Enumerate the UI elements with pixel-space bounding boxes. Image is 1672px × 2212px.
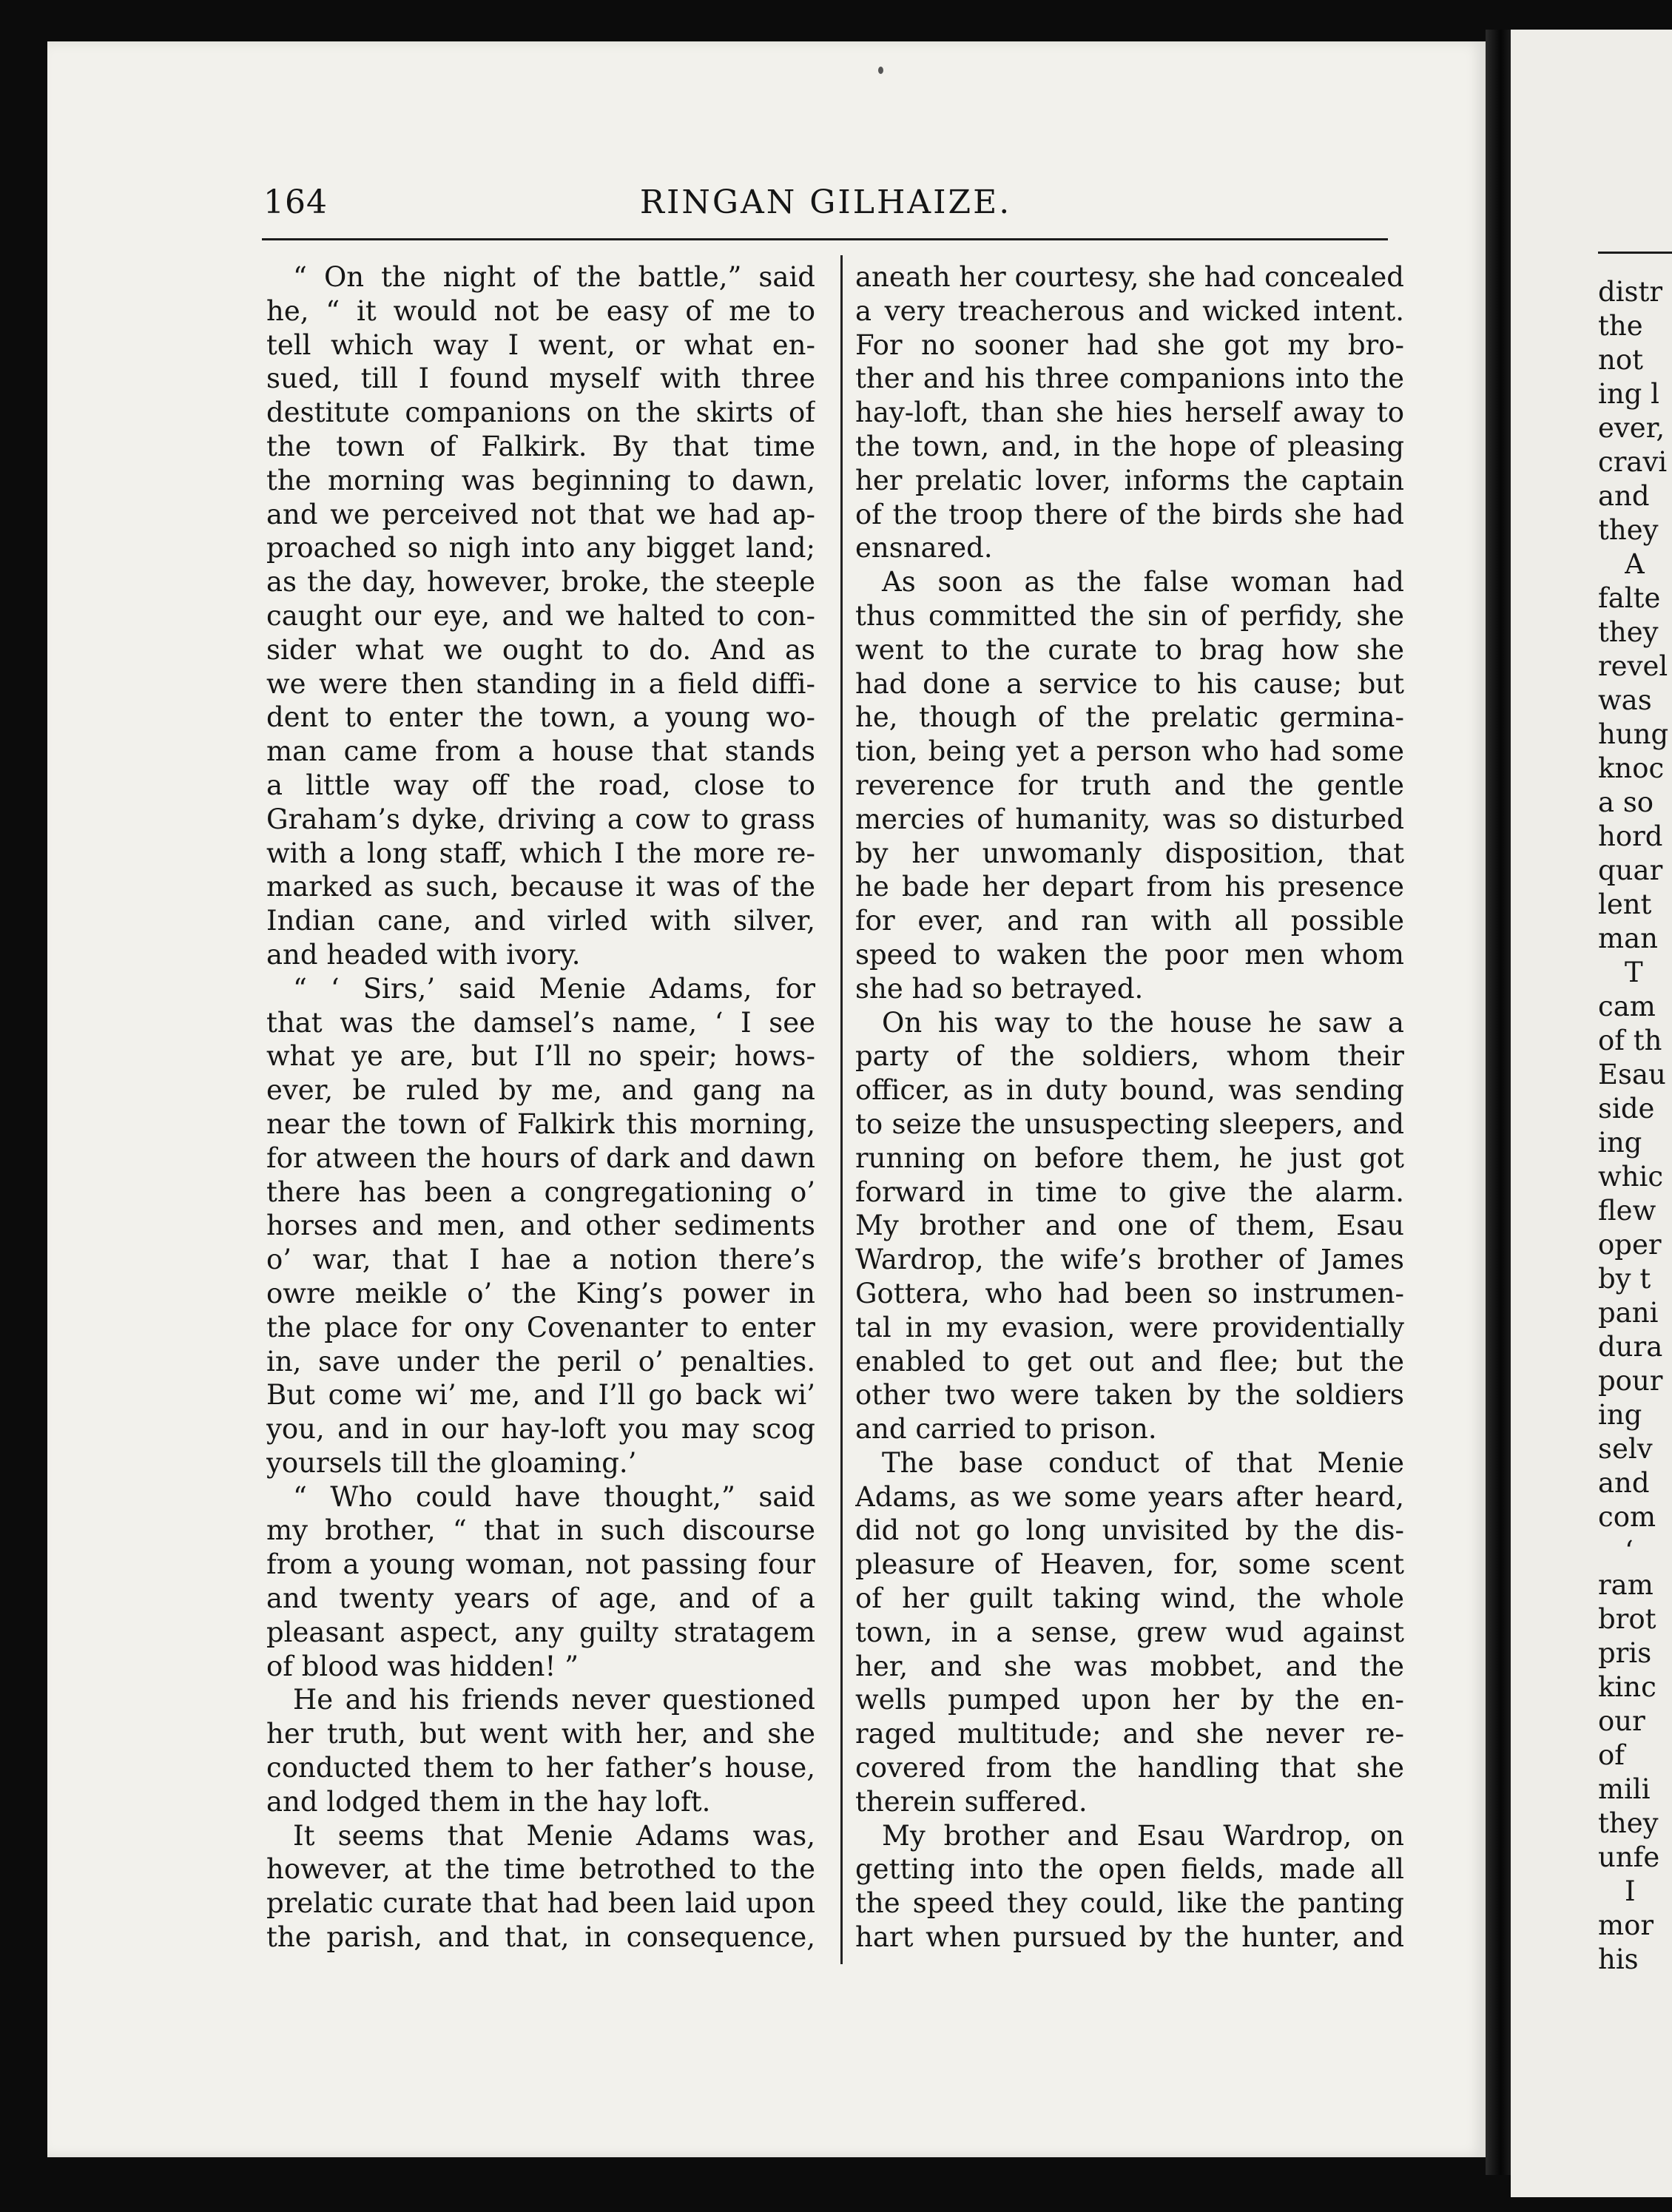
text-line: and twenty years of age, and of a (266, 1582, 815, 1615)
facing-page-fragment: flew (1598, 1195, 1656, 1227)
text-line: in, save under the peril o’ penalties. (266, 1345, 815, 1378)
text-line: Gottera, who had been so instrumen- (855, 1277, 1404, 1309)
text-line: however, at the time betrothed to the (266, 1853, 815, 1886)
text-line: On his way to the house he saw a (882, 1006, 1404, 1039)
text-line: she had so betrayed. (855, 972, 1144, 1005)
text-line: It seems that Menie Adams was, (293, 1819, 815, 1852)
facing-page-fragment: by t (1598, 1263, 1651, 1295)
text-line: conducted them to her father’s house, (266, 1752, 815, 1784)
facing-page-fragment: cam (1598, 991, 1656, 1022)
text-line: ther and his three companions into the (855, 363, 1404, 395)
text-line: owre meikle o’ the King’s power in (266, 1277, 815, 1309)
facing-page-fragment: cravi (1598, 446, 1668, 478)
facing-page-fragment: a so (1598, 786, 1654, 818)
text-line: tell which way I went, or what en- (266, 328, 815, 361)
facing-page-fragment: ever, (1598, 412, 1665, 444)
text-line: therein suffered. (855, 1785, 1088, 1818)
text-line: reverence for truth and the gentle (855, 769, 1404, 801)
facing-page-fragment: distr (1598, 276, 1663, 308)
text-line: and carried to prison. (855, 1413, 1157, 1446)
facing-page-fragment: not (1598, 344, 1643, 376)
facing-page-fragment: they (1598, 1807, 1659, 1839)
paper-blemish (878, 67, 883, 74)
facing-page-header-rule (1598, 252, 1672, 254)
text-line: He and his friends never questioned (293, 1684, 815, 1716)
text-line: “ Who could have thought,” said (293, 1480, 815, 1513)
facing-page-fragment: pani (1598, 1297, 1659, 1329)
text-line: the town, and, in the hope of pleasing (855, 430, 1404, 462)
text-line: pleasure of Heaven, for, some scent (855, 1548, 1404, 1581)
text-line: ever, be ruled by me, and gang na (266, 1074, 815, 1107)
facing-page-fragment: kinc (1598, 1671, 1656, 1703)
text-line: dent to enter the town, a young wo- (266, 701, 815, 734)
text-line: running on before them, he just got (855, 1142, 1404, 1174)
text-line: For no sooner had she got my bro- (855, 328, 1404, 361)
facing-page-fragment: selv (1598, 1433, 1653, 1465)
facing-page-fragment: our (1598, 1705, 1645, 1737)
text-line: for atween the hours of dark and dawn (266, 1142, 815, 1174)
facing-page-fragment: and (1598, 480, 1650, 512)
facing-page-fragment: of (1598, 1739, 1625, 1771)
column-divider (840, 255, 843, 1964)
text-line: tion, being yet a person who had some (855, 735, 1404, 768)
text-line: and we perceived not that we had ap- (266, 498, 815, 530)
text-line: other two were taken by the soldiers (855, 1379, 1404, 1412)
text-line: party of the soldiers, whom their (855, 1040, 1404, 1073)
text-line: “ On the night of the battle,” said (293, 261, 815, 293)
text-line: the morning was beginning to dawn, (266, 464, 815, 496)
text-line: the speed they could, like the panting (855, 1887, 1404, 1920)
facing-page-fragment: falte (1598, 582, 1661, 614)
text-line: a very treacherous and wicked intent. (855, 294, 1404, 327)
facing-page-fragment: the (1598, 310, 1643, 342)
facing-page-fragment: Esau (1598, 1059, 1666, 1090)
facing-page-fragment: ing (1598, 1127, 1642, 1159)
book-spine (1486, 30, 1511, 2175)
text-line: of her guilt taking wind, the whole (855, 1582, 1404, 1615)
facing-page-fragment: A (1625, 548, 1645, 580)
text-line: my brother, “ that in such discourse (266, 1514, 815, 1547)
text-line: raged multitude; and she never re- (855, 1718, 1404, 1750)
text-line: there has been a congregationing o’ (266, 1176, 815, 1208)
text-line: town, in a sense, grew wud against (855, 1616, 1404, 1648)
left-text-column (266, 260, 815, 1955)
text-line: from a young woman, not passing four (266, 1548, 815, 1581)
text-line: he, though of the prelatic germina- (855, 701, 1404, 734)
page-number: 164 (263, 183, 328, 221)
text-line: officer, as in duty bound, was sending (855, 1074, 1404, 1107)
text-line: thus committed the sin of perfidy, she (855, 599, 1404, 632)
facing-page-fragment: ram (1598, 1569, 1654, 1601)
facing-page-fragment: and (1598, 1467, 1650, 1499)
text-line: destitute companions on the skirts of (266, 397, 815, 429)
text-line: he bade her depart from his presence (855, 871, 1404, 903)
text-line: by her unwomanly disposition, that (855, 837, 1404, 869)
facing-page-fragment: hung (1598, 718, 1669, 750)
text-line: man came from a house that stands (266, 735, 815, 768)
facing-page-fragment: hord (1598, 820, 1663, 852)
facing-page-fragment: whic (1598, 1161, 1664, 1193)
text-line: sider what we ought to do. And as (266, 633, 815, 666)
text-line: wells pumped upon her by the en- (855, 1684, 1404, 1716)
text-line: As soon as the false woman had (882, 566, 1404, 598)
text-line: to seize the unsuspecting sleepers, and (855, 1107, 1404, 1140)
text-line: caught our eye, and we halted to con- (266, 599, 815, 632)
text-line: enabled to get out and flee; but the (855, 1345, 1404, 1378)
text-line: the place for ony Covenanter to enter (266, 1311, 815, 1343)
text-line: speed to waken the poor men whom (855, 938, 1404, 971)
text-line: Adams, as we some years after heard, (855, 1480, 1404, 1513)
text-line: with a long staff, which I the more re- (266, 837, 815, 869)
facing-page-fragment: com (1598, 1501, 1656, 1533)
text-line: you, and in our hay-loft you may scog (266, 1413, 815, 1446)
facing-page-fragment: unfe (1598, 1841, 1660, 1873)
facing-page-fragment: they (1598, 514, 1659, 546)
facing-page-fragment: dura (1598, 1331, 1663, 1363)
text-line: as the day, however, broke, the steeple (266, 566, 815, 598)
facing-page-fragment: man (1598, 923, 1658, 954)
text-line: proached so nigh into any bigget land; (266, 532, 815, 564)
text-line: he, “ it would not be easy of me to (266, 294, 815, 327)
text-line: Wardrop, the wife’s brother of James (855, 1244, 1404, 1276)
text-line: pleasant aspect, any guilty stratagem (266, 1616, 815, 1648)
text-line: mercies of humanity, was so disturbed (855, 803, 1404, 835)
facing-page-fragment: of th (1598, 1025, 1662, 1056)
text-line: aneath her courtesy, she had concealed (855, 261, 1404, 293)
text-line: what ye are, but I’ll no speir; hows- (266, 1040, 815, 1073)
page-header (263, 183, 1388, 234)
text-line: But come wi’ me, and I’ll go back wi’ (266, 1379, 815, 1412)
facing-page-fragment: side (1598, 1093, 1655, 1124)
text-line: the parish, and that, in consequence, (266, 1921, 815, 1954)
header-rule (262, 238, 1388, 240)
text-line: had done a service to his cause; but (855, 667, 1404, 700)
text-line: My brother and one of them, Esau (855, 1210, 1404, 1242)
text-line: and headed with ivory. (266, 938, 581, 971)
facing-page-fragment: was (1598, 684, 1652, 716)
text-line: covered from the handling that she (855, 1752, 1404, 1784)
facing-page-fragment: pris (1598, 1637, 1652, 1669)
text-line: her truth, but went with her, and she (266, 1718, 815, 1750)
text-line: Graham’s dyke, driving a cow to grass (266, 803, 815, 835)
facing-page-fragment: knoc (1598, 752, 1665, 784)
facing-page-fragment: ing l (1598, 378, 1659, 410)
text-line: for ever, and ran with all possible (855, 905, 1404, 937)
text-line: marked as such, because it was of the (266, 871, 815, 903)
facing-page-fragment: mili (1598, 1773, 1651, 1805)
text-line: of blood was hidden! ” (266, 1650, 579, 1682)
text-line: her prelatic lover, informs the captain (855, 464, 1404, 496)
text-line: My brother and Esau Wardrop, on (882, 1819, 1404, 1852)
facing-page-fragment: mor (1598, 1909, 1654, 1941)
facing-page-fragment: revel (1598, 650, 1668, 682)
facing-page-fragment: brot (1598, 1603, 1656, 1635)
text-line: prelatic curate that had been laid upon (266, 1887, 815, 1920)
text-line: of the troop there of the birds she had (855, 498, 1404, 530)
text-line: yoursels till the gloaming.’ (266, 1446, 637, 1479)
text-line: hart when pursued by the hunter, and (855, 1921, 1404, 1954)
text-line: “ ‘ Sirs,’ said Menie Adams, for (293, 972, 815, 1005)
text-line: ensnared. (855, 532, 993, 564)
text-line: we were then standing in a field diffi- (266, 667, 815, 700)
text-line: Indian cane, and virled with silver, (266, 905, 815, 937)
facing-page-fragment: pour (1598, 1365, 1663, 1397)
right-text-column (855, 260, 1404, 1955)
text-line: did not go long unvisited by the dis- (855, 1514, 1404, 1547)
facing-page-fragment: quar (1598, 854, 1663, 886)
running-title: RINGAN GILHAIZE. (639, 183, 1012, 221)
facing-page-fragment: his (1598, 1943, 1639, 1975)
text-line: o’ war, that I hae a notion there’s (266, 1244, 815, 1276)
text-line: horses and men, and other sediments (266, 1210, 815, 1242)
text-line: forward in time to give the alarm. (855, 1176, 1404, 1208)
text-line: that was the damsel’s name, ‘ I see (266, 1006, 815, 1039)
facing-page-fragment: oper (1598, 1229, 1662, 1261)
text-line: getting into the open fields, made all (855, 1853, 1404, 1886)
text-line: sued, till I found myself with three (266, 363, 815, 395)
facing-page-fragment: they (1598, 616, 1659, 648)
facing-page-fragment: T (1625, 957, 1643, 988)
facing-page-fragment: ‘ (1625, 1535, 1634, 1567)
facing-page-fragment: ing (1598, 1399, 1642, 1431)
text-line: the town of Falkirk. By that time (266, 430, 815, 462)
text-line: hay-loft, than she hies herself away to (855, 397, 1404, 429)
facing-page-fragment: I (1625, 1875, 1636, 1907)
text-line: her, and she was mobbet, and the (855, 1650, 1404, 1682)
text-line: went to the curate to brag how she (855, 633, 1404, 666)
text-line: near the town of Falkirk this morning, (266, 1107, 815, 1140)
text-line: tal in my evasion, were providentially (855, 1311, 1404, 1343)
text-line: a little way off the road, close to (266, 769, 815, 801)
facing-page-fragment: lent (1598, 888, 1652, 920)
text-line: The base conduct of that Menie (882, 1446, 1404, 1479)
text-line: and lodged them in the hay loft. (266, 1785, 711, 1818)
